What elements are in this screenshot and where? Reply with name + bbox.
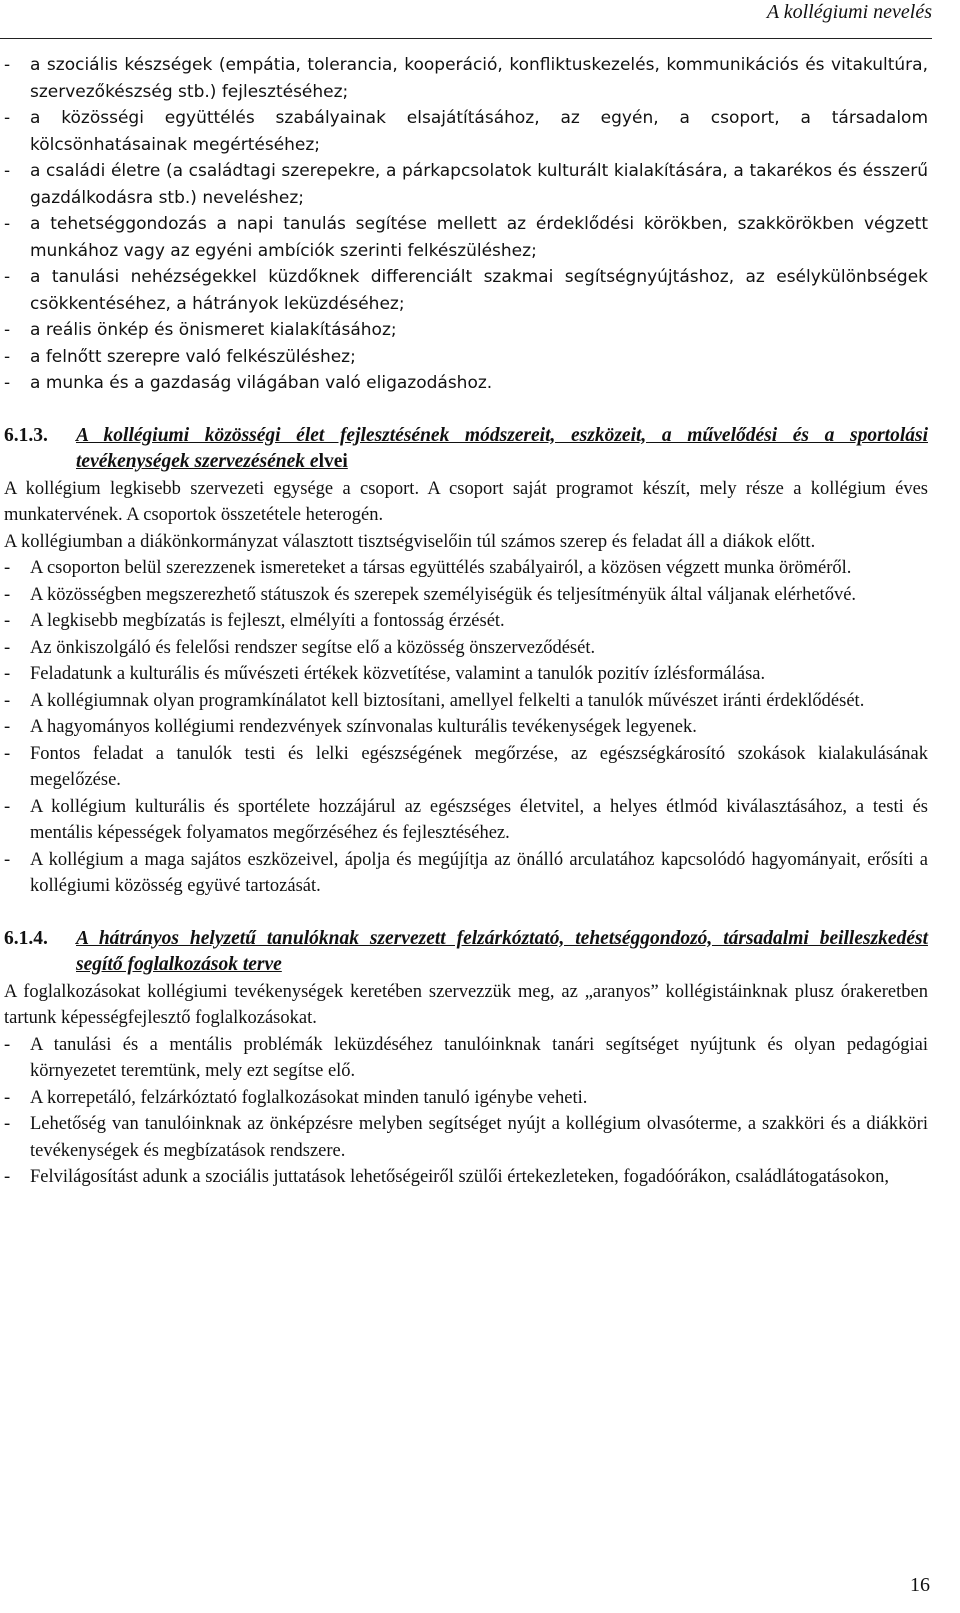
page-body xyxy=(4,52,928,1191)
header-divider xyxy=(0,38,932,39)
list-item: - A kollégium kulturális és sportélete hozzájárul az egészséges életvitel, a helyes étlmód kiválasztásához, a testi és mentális képességek folyamatos megőrzéséhez és fejlesztéséhez. xyxy=(4,796,928,843)
section-title-suffix: lvei xyxy=(318,451,348,472)
list-item: - a munka és a gazdaság világában való eligazodáshoz. xyxy=(4,373,493,393)
list-item: - A kollégiumnak olyan programkínálatot kell biztosítani, amellyel felkelti a tanulók művészet iránti érdeklődését. xyxy=(4,690,865,711)
list-item: - A csoporton belül szerezzenek ismereteket a társas együttélés szabályairól, a közösen végzett munka öröméről. xyxy=(4,558,852,578)
list-item: - Az önkiszolgáló és felelősi rendszer segítse elő a közösség önszerveződését. xyxy=(4,637,596,658)
section-number: 6.1.4. xyxy=(4,927,48,949)
list-item: - A legkisebb megbízatás is fejleszt, elmélyíti a fontosság érzését. xyxy=(4,611,505,631)
list-item: - A tanulási és a mentális problémák leküzdéséhez tanulóinknak tanári segítséget nyújtunk és olyan pedagógiai környezetet teremtünk, mely ezt segítse elő. xyxy=(4,1034,928,1081)
section-heading-6-1-4 xyxy=(4,926,928,979)
list-item: - a tanulási nehézségekkel küzdőknek differenciált szakmai segítségnyújtáshoz, az esélykülönbségek csökkentéséhez, a hátrányok leküzdéséhez; xyxy=(4,267,928,314)
list-item: - a felnőtt szerepre való felkészüléshez; xyxy=(4,346,356,367)
list-item: - A közösségben megszerezhető státuszok és szerepek személyiségük és teljesítményük által váljanak elérhetővé. xyxy=(4,584,857,605)
list-item: - Felvilágosítást adunk a szociális juttatások lehetőségeiről szülői értekezleteken, fogadóórákon, családlátogatásokon, xyxy=(4,1167,889,1187)
list-item: - Feladatunk a kulturális és művészeti értékek közvetítése, valamint a tanulók pozitív ízlésformálása. xyxy=(4,664,766,684)
list-item: - A hagyományos kollégiumi rendezvények színvonalas kulturális tevékenységek legyenek. xyxy=(4,717,697,737)
list-item: - a közösségi együttélés szabályainak elsajátításához, az egyén, a csoport, a társadalom kölcsönhatásainak megértéséhez; xyxy=(4,108,928,155)
page-number: 16 xyxy=(910,1574,930,1596)
running-header: A kollégiumi nevelés xyxy=(766,1,932,23)
list-community-life xyxy=(4,555,928,900)
section-title: A hátrányos helyzetű tanulóknak szervezett felzárkóztató, tehetséggondozó, társadalmi beilleszkedést segítő foglalkozások terve xyxy=(76,927,928,975)
section-number: 6.1.3. xyxy=(4,424,48,446)
paragraph: A kollégiumban a diákönkormányzat választott tisztségviselőin túl számos szerep és feladat áll a diákok előtt. xyxy=(4,531,816,552)
list-item: - A korrepetáló, felzárkóztató foglalkozásokat minden tanuló igénybe veheti. xyxy=(4,1087,588,1108)
list-item: - a tehetséggondozás a napi tanulás segítése mellett az érdeklődési körökben, szakkörökben végzett munkához vagy az egyéni ambíciók szerinti felkészüléshez; xyxy=(4,214,928,261)
paragraph: A kollégium legkisebb szervezeti egysége a csoport. A csoport saját programot készít, mely része a kollégium éves munkatervének. A csoportok összetétele heterogén. xyxy=(4,478,928,525)
list-item: - Fontos feladat a tanulók testi és lelki egészségének megőrzése, az egészségkárosító szokások kialakulásának megelőzése. xyxy=(4,743,928,790)
list-item: - a családi életre (a családtagi szerepekre, a párkapcsolatok kulturált kialakítására, a takarékos és ésszerű gazdálkodásra stb.) neveléshez; xyxy=(4,161,928,208)
list-item: - a reális önkép és önismeret kialakításához; xyxy=(4,320,397,340)
list-item: - a szociális készségek (empátia, tolerancia, kooperáció, konfliktuskezelés, kommunikációs és vitakultúra, szervezőkészség stb.) fejlesztéséhez; xyxy=(4,55,928,102)
list-development-goals xyxy=(4,52,928,397)
list-item: - A kollégium a maga sajátos eszközeivel, ápolja és megújítja az önálló arculatához kapcsolódó hagyományait, erősíti a kollégiumi közösség együvé tartozását. xyxy=(4,849,928,896)
section-title: A kollégiumi közösségi élet fejlesztésének módszereit, eszközeit, a művelődési és a sportolási tevékenységek szervezésének e xyxy=(76,424,928,472)
section-heading-6-1-3 xyxy=(4,423,928,476)
list-support-programs xyxy=(4,1032,928,1191)
list-item: - Lehetőség van tanulóinknak az önképzésre melyben segítséget nyújt a kollégium olvasóterme, a szakköri és a diákköri tevékenységek és megbízatások rendszere. xyxy=(4,1114,928,1161)
paragraph: A foglalkozásokat kollégiumi tevékenységek keretében szervezzük meg, az „aranyos” kollégistáinknak plusz órakeretben tartunk képességfejlesztő foglalkozásokat. xyxy=(4,981,928,1028)
